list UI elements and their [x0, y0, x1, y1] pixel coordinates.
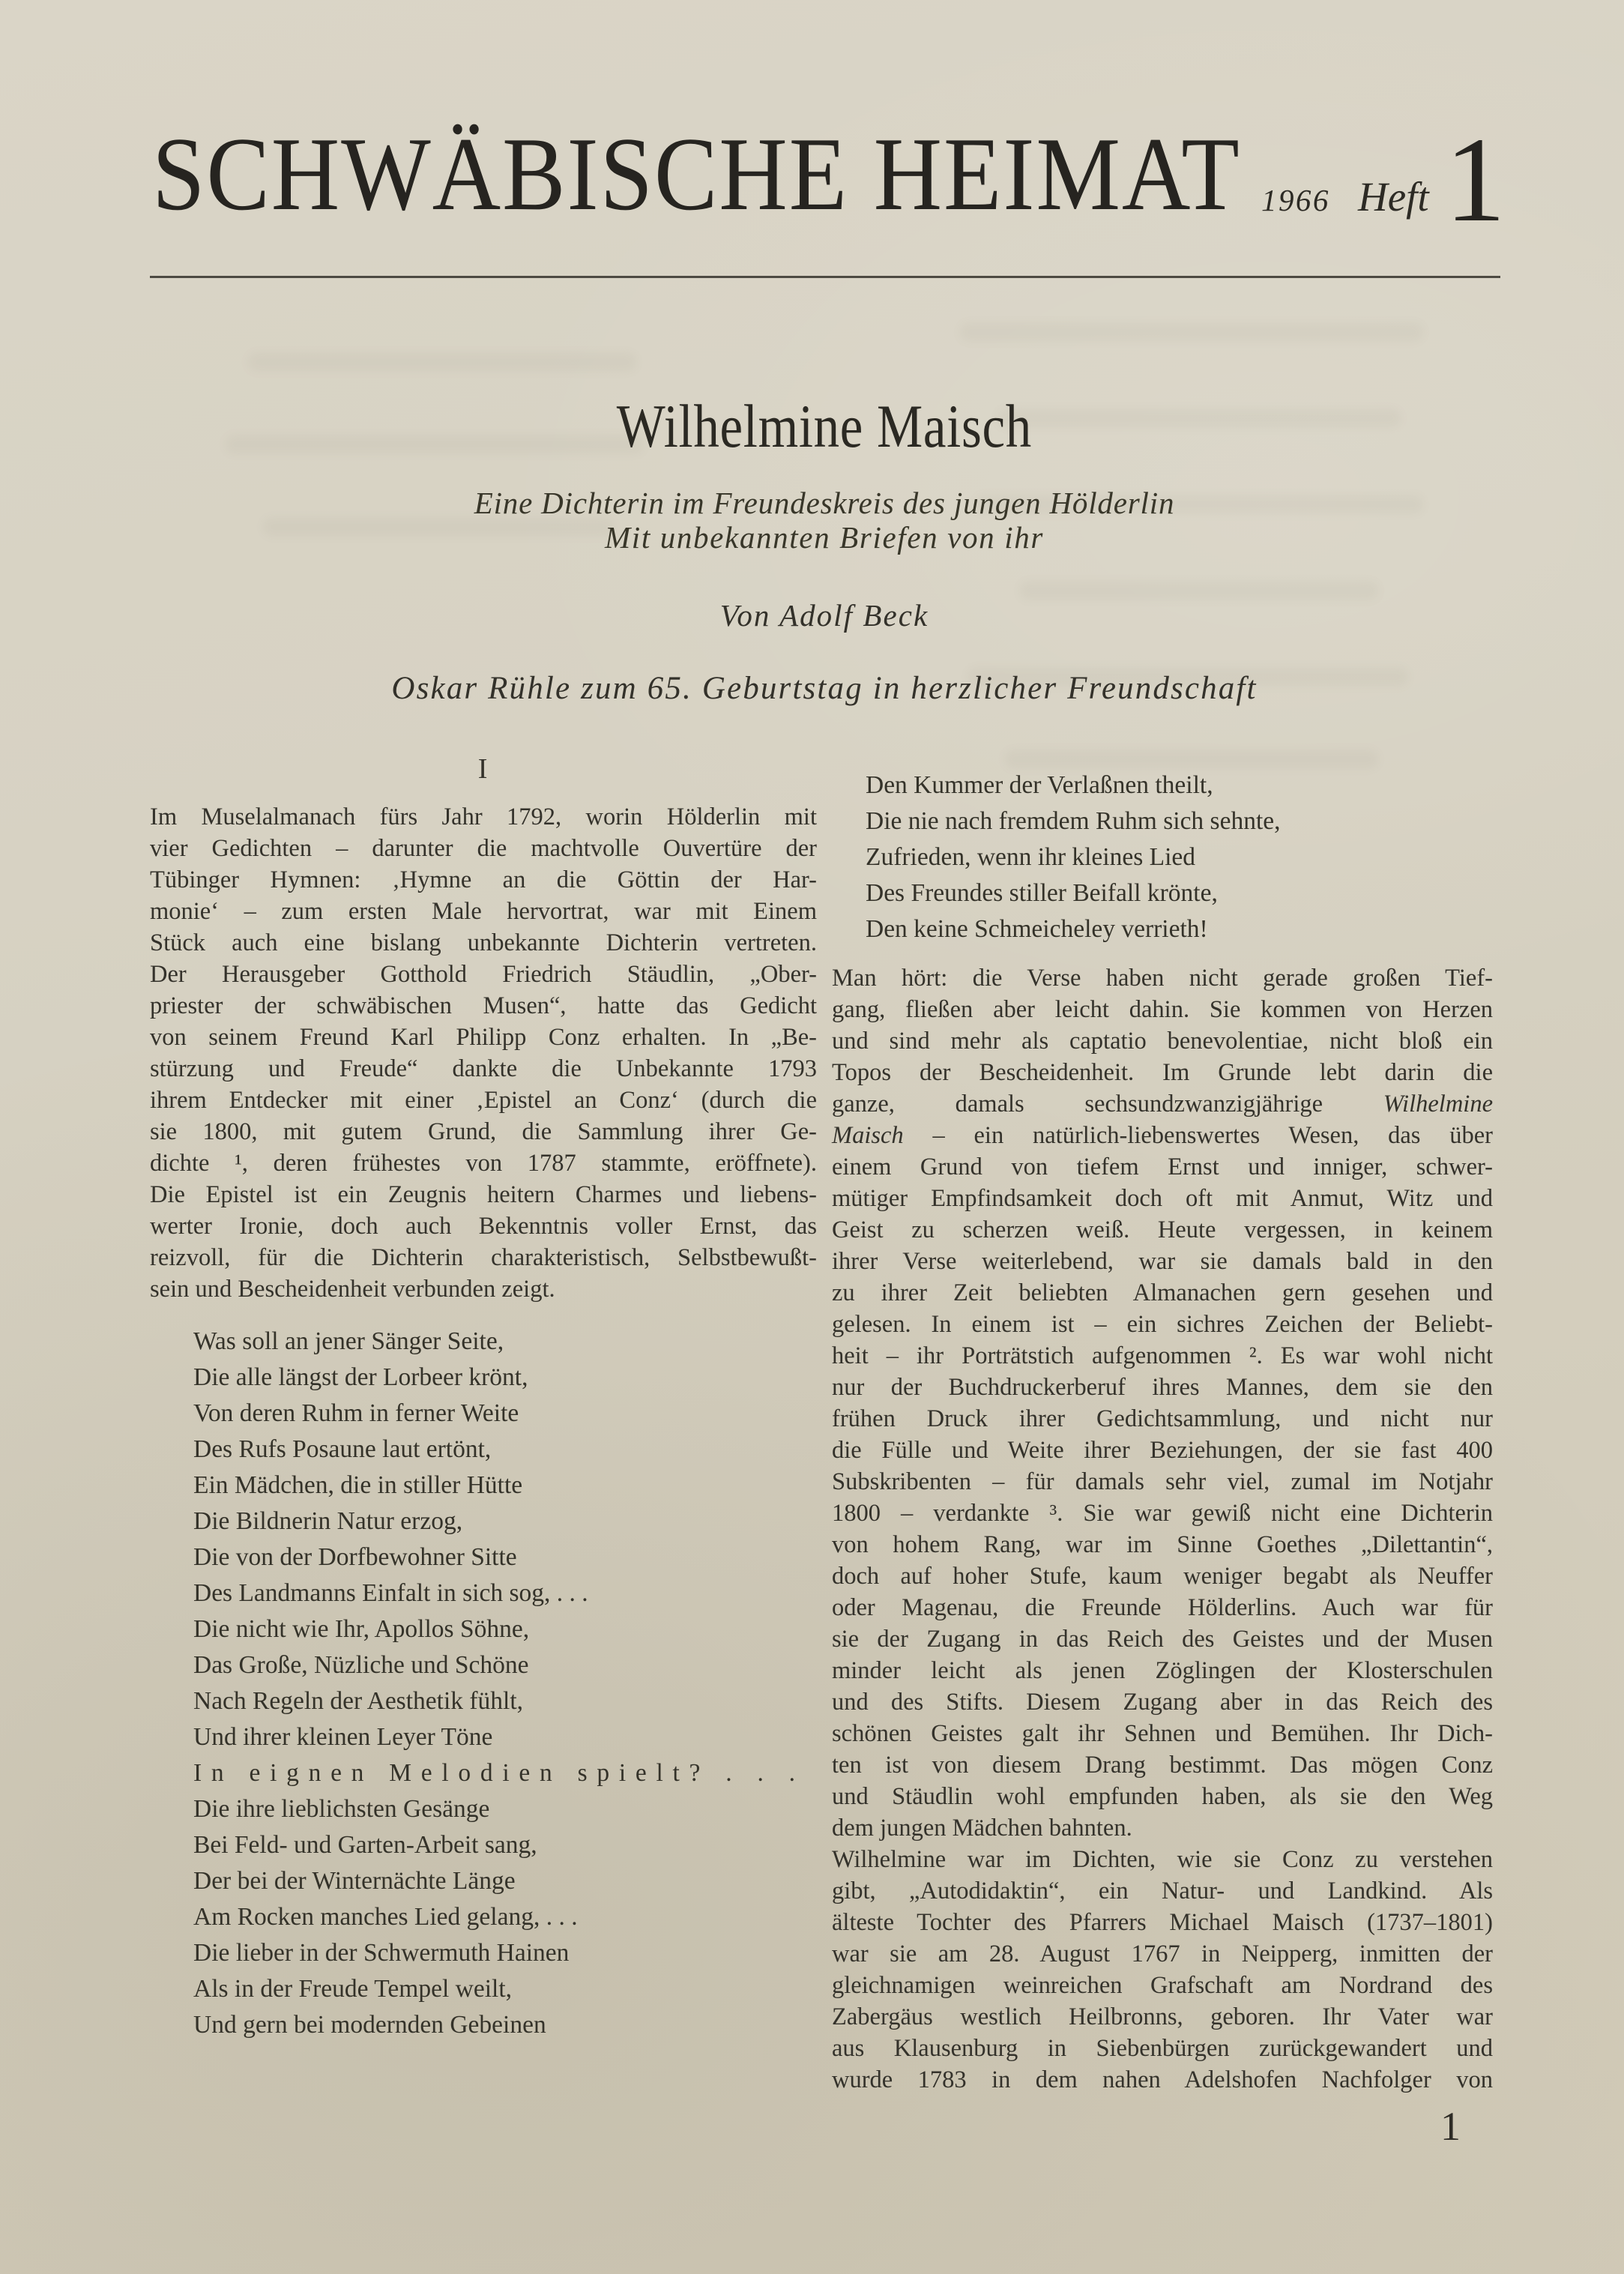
- prose-line: Tübinger Hymnen: ‚Hymne an die Göttin der Har-: [150, 866, 817, 893]
- prose-line: gleichnamigen weinreichen Grafschaft am Nordrand des: [832, 1972, 1493, 1999]
- prose-line: dem jungen Mädchen bahnten.: [832, 1815, 1132, 1842]
- prose-line: Man hört: die Verse haben nicht gerade großen Tief-: [832, 965, 1493, 992]
- poem-line: Die von der Dorfbewohner Sitte: [193, 1543, 517, 1571]
- poem-stanza-right: [832, 767, 1493, 947]
- article-dedication: Oskar Rühle zum 65. Geburtstag in herzlicher Freundschaft: [391, 671, 1258, 706]
- bleed-through-artifact: [247, 352, 637, 372]
- poem-line: Die nicht wie Ihr, Apollos Söhne,: [193, 1615, 530, 1643]
- masthead-issue-number: 1: [1445, 113, 1506, 247]
- prose-line: priester der schwäbischen Musen“, hatte das Gedicht: [150, 992, 817, 1019]
- poem-line: Des Freundes stiller Beifall krönte,: [866, 879, 1218, 907]
- poem-line: Die alle längst der Lorbeer krönt,: [193, 1363, 528, 1391]
- prose-line: und des Stifts. Diesem Zugang aber in das Reich des: [832, 1689, 1493, 1716]
- masthead-issue-label: Heft: [1358, 174, 1429, 220]
- prose-line: frühen Druck ihrer Gedichtsammlung, und nicht nur: [832, 1405, 1493, 1432]
- poem-line: Und gern bei modernden Gebeinen: [193, 2011, 546, 2039]
- prose-line: von seinem Freund Karl Philipp Conz erhalten. In „Be-: [150, 1024, 817, 1051]
- masthead-year: 1966: [1261, 183, 1330, 217]
- prose-line: Zabergäus westlich Heilbronns, geboren. Ihr Vater war: [832, 2003, 1493, 2030]
- prose-line: oder Magenau, die Freunde Hölderlins. Auch war für: [832, 1594, 1493, 1621]
- prose-line: gibt, „Autodidaktin“, ein Natur- und Landkind. Als: [832, 1878, 1493, 1904]
- poem-line: Die ihre lieblichsten Gesänge: [193, 1795, 490, 1823]
- prose-line: Wilhelmine war im Dichten, wie sie Conz zu verstehen: [832, 1846, 1493, 1873]
- prose-line: Der Herausgeber Gotthold Friedrich Stäudlin, „Ober-: [150, 961, 817, 988]
- poem-stanza-left: [150, 1324, 817, 2043]
- prose-line: gelesen. In einem ist – ein sichres Zeichen der Beliebt-: [832, 1311, 1493, 1338]
- article-title-text: Wilhelmine Maisch: [616, 392, 1033, 460]
- prose-line: mütiger Empfindsamkeit doch oft mit Anmut, Witz und: [832, 1185, 1493, 1212]
- prose-line: ganze, damals sechsundzwanzigjährige Wilhelmine: [832, 1091, 1493, 1118]
- prose-line: und sind mehr als captatio benevolentiae, nicht bloß ein: [832, 1028, 1493, 1055]
- poem-line: Zufrieden, wenn ihr kleines Lied: [866, 843, 1195, 871]
- prose-line: Geist zu scherzen weiß. Heute vergessen, in keinem: [832, 1216, 1493, 1243]
- right-paragraph-2: [832, 1844, 1493, 2096]
- prose-line: Topos der Bescheidenheit. Im Grunde lebt darin die: [832, 1059, 1493, 1086]
- prose-line: aus Klausenburg in Siebenbürgen zurückgewandert und: [832, 2035, 1493, 2062]
- prose-line: Maisch – ein natürlich-liebenswertes Wesen, das über: [832, 1122, 1493, 1149]
- bleed-through-artifact: [1004, 750, 1379, 769]
- prose-line: heit – ihr Porträtstich aufgenommen ². Es war wohl nicht: [832, 1342, 1493, 1369]
- prose-line: und Stäudlin wohl empfunden haben, als sie den Weg: [832, 1783, 1493, 1810]
- article-subtitle-line-1: Eine Dichterin im Freundeskreis des jungen Hölderlin: [474, 486, 1175, 520]
- prose-line: werter Ironie, doch auch Bekenntnis voller Ernst, das: [150, 1213, 817, 1240]
- prose-line: von hohem Rang, war im Sinne Goethes „Dilettantin“,: [832, 1531, 1493, 1558]
- prose-line: wurde 1783 in dem nahen Adelshofen Nachfolger von: [832, 2066, 1493, 2093]
- prose-line: ihrem Entdecker mit einer ‚Epistel an Conz‘ (durch die: [150, 1087, 817, 1114]
- prose-line: Die Epistel ist ein Zeugnis heitern Charmes und liebens-: [150, 1181, 817, 1208]
- poem-line: Die Bildnerin Natur erzog,: [193, 1507, 463, 1535]
- section-number-heading: I: [477, 753, 489, 785]
- poem-line: Als in der Freude Tempel weilt,: [193, 1975, 512, 2003]
- article-byline: Von Adolf Beck: [719, 598, 929, 633]
- bleed-through-artifact: [959, 322, 1424, 342]
- poem-line: Und ihrer kleinen Leyer Töne: [193, 1723, 493, 1751]
- prose-line: sein und Bescheidenheit verbunden zeigt.: [150, 1276, 555, 1303]
- right-text-column: [832, 767, 1493, 2096]
- prose-line: schönen Geistes galt ihr Sehnen und Bemühen. Ihr Dich-: [832, 1720, 1493, 1747]
- article-subtitle-line-2: Mit unbekannten Briefen von ihr: [605, 520, 1044, 555]
- prose-line: war sie am 28. August 1767 in Neipperg, inmitten der: [832, 1940, 1493, 1967]
- poem-line: Des Rufs Posaune laut ertönt,: [193, 1435, 492, 1463]
- prose-line: Subskribenten – für damals sehr viel, zumal im Notjahr: [832, 1468, 1493, 1495]
- poem-line: Den keine Schmeicheley verrieth!: [866, 915, 1208, 943]
- prose-line: ihrer Verse weiterlebend, war sie damals bald in den: [832, 1248, 1493, 1275]
- prose-line: vier Gedichten – darunter die machtvolle Ouvertüre der: [150, 835, 817, 862]
- magazine-masthead-title: SCHWÄBISCHE HEIMAT: [152, 116, 1241, 232]
- left-text-column: [150, 754, 817, 2043]
- article-title: [150, 392, 1499, 460]
- poem-line: In eignen Melodien spielt? . . .: [193, 1759, 805, 1787]
- prose-line: nur der Buchdruckerberuf ihres Mannes, dem sie den: [832, 1374, 1493, 1401]
- prose-line: gang, fließen aber leicht dahin. Sie kommen von Herzen: [832, 996, 1493, 1023]
- prose-line: stürzung und Freude“ dankte die Unbekannte 1793: [150, 1055, 817, 1082]
- prose-line: doch auf hoher Stufe, kaum weniger begabt als Neuffer: [832, 1563, 1493, 1590]
- prose-line: ten ist von diesem Drang bestimmt. Das mögen Conz: [832, 1752, 1493, 1779]
- prose-line: 1800 – verdankte ³. Sie war gewiß nicht eine Dichterin: [832, 1500, 1493, 1527]
- poem-line: Was soll an jener Sänger Seite,: [193, 1327, 504, 1355]
- prose-line: minder leicht als jenen Zöglingen der Klosterschulen: [832, 1657, 1493, 1684]
- poem-line: Die lieber in der Schwermuth Hainen: [193, 1939, 570, 1967]
- poem-line: Des Landmanns Einfalt in sich sog, . . .: [193, 1579, 588, 1607]
- left-paragraph-1: [150, 801, 817, 1305]
- poem-line: Am Rocken manches Lied gelang, . . .: [193, 1903, 578, 1931]
- prose-line: Stück auch eine bislang unbekannte Dichterin vertreten.: [150, 929, 817, 956]
- poem-line: Die nie nach fremdem Ruhm sich sehnte,: [866, 807, 1281, 835]
- prose-line: dichte ¹, deren frühestes von 1787 stammte, eröffnete).: [150, 1150, 817, 1177]
- poem-line: Der bei der Winternächte Länge: [193, 1867, 516, 1895]
- prose-line: älteste Tochter des Pfarrers Michael Maisch (1737–1801): [832, 1909, 1493, 1936]
- page-number: 1: [1440, 2104, 1461, 2149]
- right-paragraph-1: [832, 962, 1493, 1844]
- prose-line: sie 1800, mit gutem Grund, die Sammlung ihrer Ge-: [150, 1118, 817, 1145]
- poem-line: Nach Regeln der Aesthetik fühlt,: [193, 1687, 524, 1715]
- poem-line: Bei Feld- und Garten-Arbeit sang,: [193, 1831, 537, 1859]
- prose-line: einem Grund von tiefem Ernst und inniger, schwer-: [832, 1153, 1493, 1180]
- prose-line: monie‘ – zum ersten Male hervortrat, war mit Einem: [150, 898, 817, 925]
- prose-line: reizvoll, für die Dichterin charakteristisch, Selbstbewußt-: [150, 1244, 817, 1271]
- masthead-rule: [150, 276, 1500, 278]
- prose-line: die Fülle und Weite ihrer Beziehungen, der sie fast 400: [832, 1437, 1493, 1464]
- poem-line: Ein Mädchen, die in stiller Hütte: [193, 1471, 523, 1499]
- poem-line: Das Große, Nüzliche und Schöne: [193, 1651, 529, 1679]
- prose-line: zu ihrer Zeit beliebten Almanachen gern gesehen und: [832, 1279, 1493, 1306]
- poem-line: Von deren Ruhm in ferner Weite: [193, 1399, 519, 1427]
- prose-line: Im Muselalmanach fürs Jahr 1792, worin Hölderlin mit: [150, 803, 817, 830]
- poem-line: Den Kummer der Verlaßnen theilt,: [866, 771, 1213, 799]
- prose-line: sie der Zugang in das Reich des Geistes und der Musen: [832, 1626, 1493, 1653]
